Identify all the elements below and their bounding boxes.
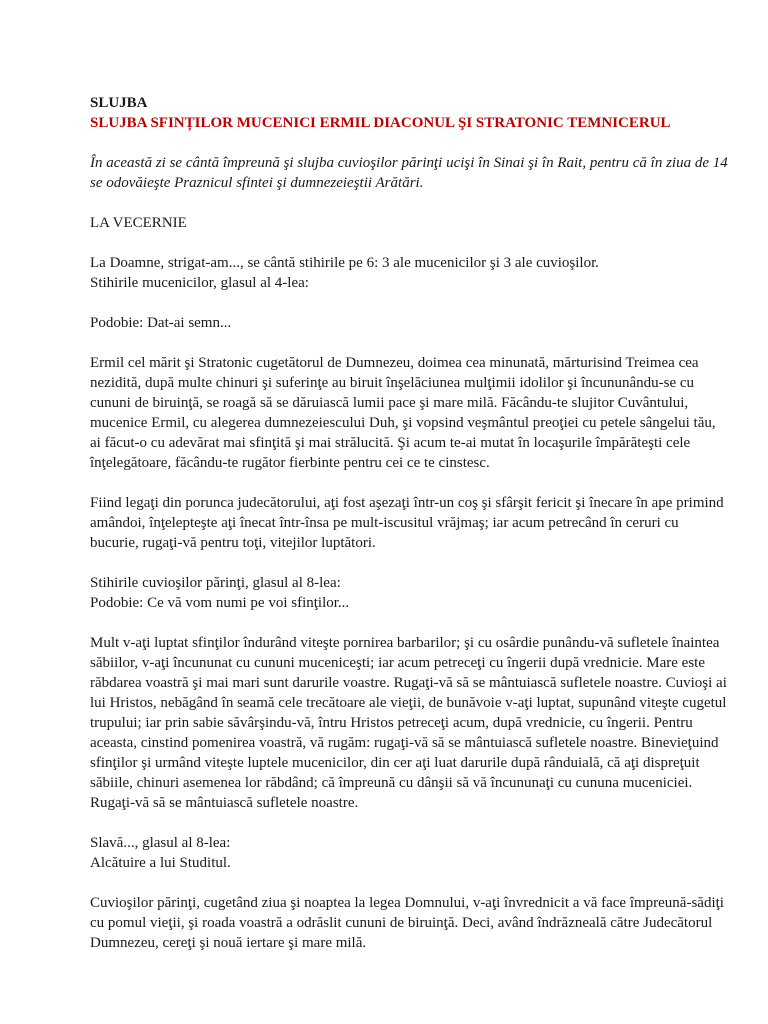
- paragraph: Mult v-aţi luptat sfinţilor îndurând viteşte pornirea barbarilor; şi cu osârdie punându-vă sufletele înaintea săbiilor, v-aţi încununat cu cununi muceniceşti; iar acum petreceţi cu îngerii după vrednicie. Mare este răbdarea voastră şi mai mari sunt darurile voastre. Rugaţi-vă să se mântuiască sufletele noastre. Cuvioşi ai lui Hristos, nebăgând în seamă cele trecătoare ale vieţii, de bunăvoie v-aţi luptat, supunând viteşte cugetul trupului; iar prin sabie săvârşindu-vă, întru Hristos petreceţi acum, după vrednicie, cu îngerii. Pentru aceasta, cinstind pomenirea voastră, vă rugăm: rugaţi-vă să se mântuiască sufletele noastre. Binevieţuind sfinţilor şi urmând viteşte luptele mucenicilor, din cer aţi luat darurile după rânduială, că aţi dispreţuit săbiile, chinuri asemenea lor răbdând; că împreună cu dânşii să vă încununaţi cu cununa muceniciei. Rugaţi-vă să se mântuiască sufletele noastre.: [90, 635, 727, 811]
- paragraph: Fiind legaţi din porunca judecătorului, aţi fost aşezaţi într-un coş şi sfârşit fericit şi înecare în ape primind amândoi, înţelepteşte aţi înecat într-însa pe mult-iscusitul vrăjmaş; iar acum petrecând în ceruri cu bucurie, rugaţi-vă pentru toţi, vitejilor luptători.: [90, 495, 724, 551]
- paragraph: Ermil cel mărit şi Stratonic cugetătorul de Dumnezeu, doimea cea minunată, mărturisind Treimea cea nezidită, după multe chinuri şi suferinţe au biruit înşelăciunea mulţimii idolilor şi încununându-se cu cununi de biruinţă, se roagă să se dăruiască lumii pace şi mare milă. Făcându-te slujitor Cuvântului, mucenice Ermil, cu alegerea dumnezeiescului Duh, şi vopsind veşmântul preoţiei cu petele sângelui tău, ai făcut-o cu adevărat mai sfinţită şi mai strălucită. Şi acum te-ai mutat în locaşurile împărăteşti cele înţelegătoare, făcându-te rugător fierbinte pentru cei ce te cinstesc.: [90, 355, 716, 471]
- paragraph-line: Alcătuire a lui Studitul.: [90, 855, 231, 871]
- intro-paragraph: În această zi se cântă împreună şi slujba cuvioşilor părinţi ucişi în Sinai şi în Rait, pentru că în ziua de 14 se odovăieşte Praznicul sfintei şi dumnezeieştii Arătări.: [90, 155, 728, 191]
- paragraph-line: Stihirile mucenicilor, glasul al 4-lea:: [90, 275, 309, 291]
- document-subtitle: SLUJBA SFINȚILOR MUCENICI ERMIL DIACONUL ŞI STRATONIC TEMNICERUL: [90, 115, 671, 131]
- paragraph: Cuvioşilor părinţi, cugetând ziua şi noaptea la legea Domnului, v-aţi învrednicit a vă face împreună-sădiţi cu pomul vieţii, şi roada voastră a odrăslit cununi de biruinţă. Deci, având îndrăzneală către Judecătorul Dumnezeu, cereţi şi nouă iertare şi mare milă.: [90, 895, 724, 951]
- paragraph-line: Slavă..., glasul al 8-lea:: [90, 835, 231, 851]
- document-heading: SLUJBA: [90, 95, 148, 111]
- paragraph-line: La Doamne, strigat-am..., se cântă stihirile pe 6: 3 ale mucenicilor şi 3 ale cuvioşilor.: [90, 255, 600, 271]
- paragraph-line: Podobie: Ce vă vom numi pe voi sfinţilor...: [90, 595, 350, 611]
- paragraph-line: Stihirile cuvioşilor părinţi, glasul al 8-lea:: [90, 575, 341, 591]
- section-title: LA VECERNIE: [90, 215, 187, 231]
- podobie-line: Podobie: Dat-ai semn...: [90, 315, 232, 331]
